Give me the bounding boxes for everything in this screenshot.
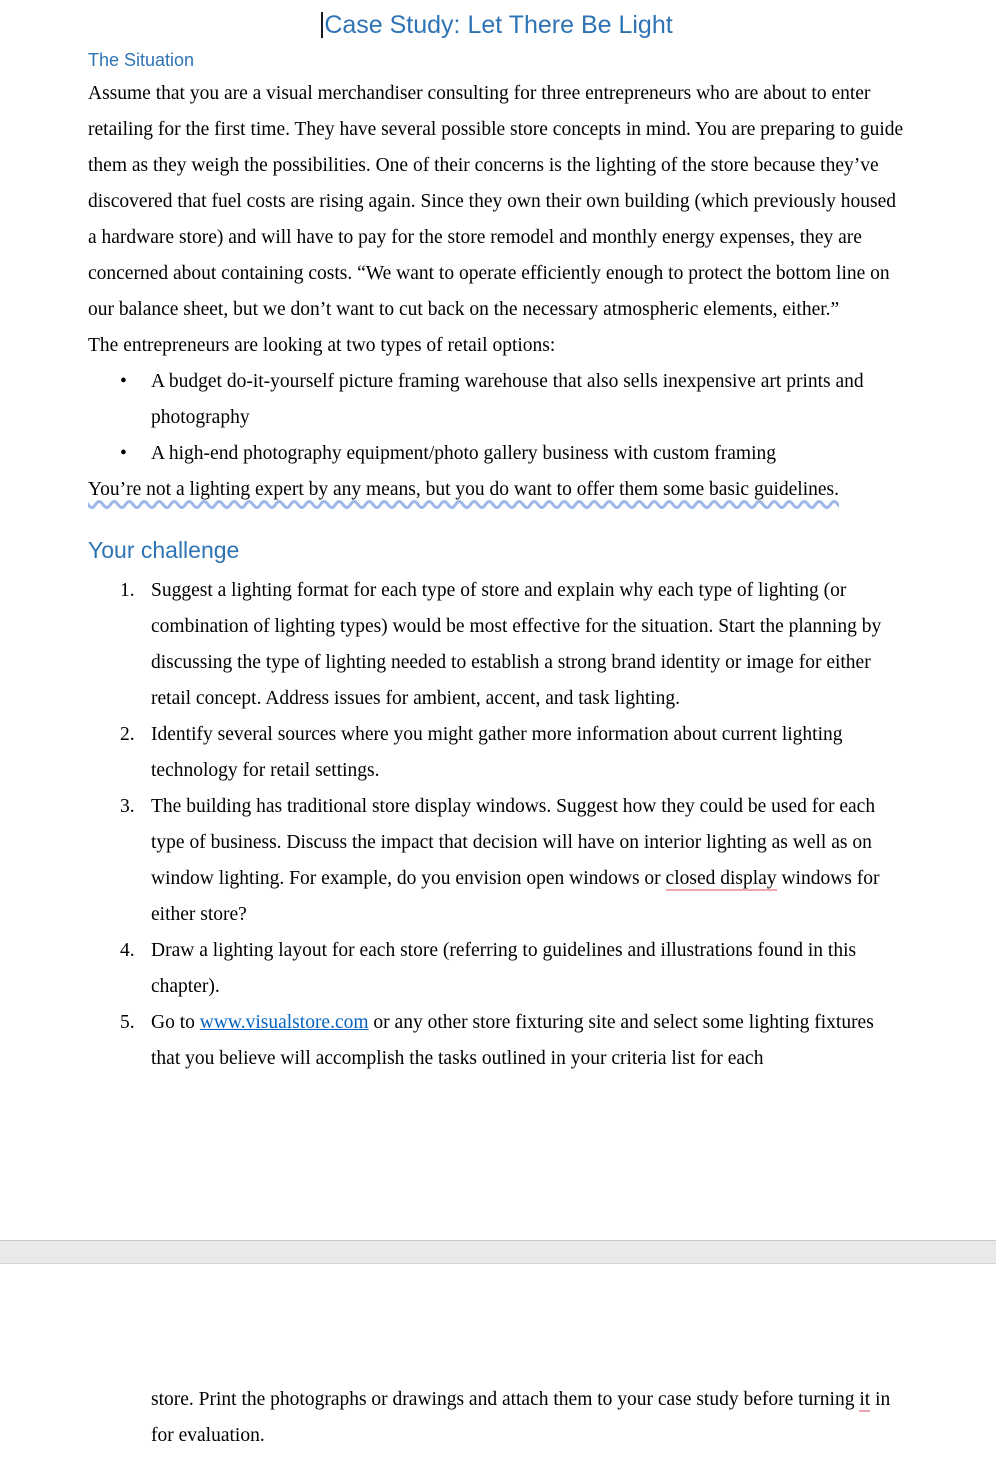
list-number: 3. bbox=[120, 796, 135, 817]
bullet-item-1 bbox=[88, 364, 906, 436]
document-title-text: Case Study: Let There Be Light bbox=[324, 11, 673, 39]
challenge-item-5-continuation bbox=[151, 1382, 906, 1454]
text-cursor bbox=[321, 12, 323, 38]
challenge-item-3-pre: The building has traditional store display windows. Suggest how they could be used for each type of business. Discuss the impact that decision will have on interior lighting as well as on window lighting. For example, do you envision open windows or bbox=[151, 796, 876, 889]
challenge-item-2 bbox=[88, 717, 906, 789]
bullet-marker: • bbox=[120, 443, 127, 464]
challenge-item-1 bbox=[88, 573, 906, 717]
challenge-item-3-post: windows for either store? bbox=[151, 868, 880, 925]
bullet-item-2-text: A high-end photography equipment/photo gallery business with custom framing bbox=[151, 443, 776, 464]
document-title bbox=[88, 8, 906, 42]
page-break bbox=[0, 1240, 996, 1264]
page-2[interactable] bbox=[0, 1264, 996, 1466]
wavy-underlined-sentence: You’re not a lighting expert by any means, but you do want to offer them some basic guidelines. bbox=[88, 479, 839, 500]
challenge-item-1-text: Suggest a lighting format for each type of store and explain why each type of lighting (or combination of lighting types) would be most effective for the situation. Start the planning by discussing the type of lighting needed to establish a strong brand identity or image for either retail concept. Address issues for ambient, accent, and task lighting. bbox=[151, 580, 882, 709]
list-number: 1. bbox=[120, 580, 135, 601]
list-number: 5. bbox=[120, 1012, 135, 1033]
challenge-item-5-text bbox=[151, 1005, 906, 1077]
situation-paragraph-1: Assume that you are a visual merchandiser consulting for three entrepreneurs who are about to enter retailing for the first time. They have several possible store concepts in mind. You are preparing to guide them as they weigh the possibilities. One of their concerns is the lighting of the store because they’ve discovered that fuel costs are rising again. Since they own their own building (which previously housed a hardware store) and will have to pay for the store remodel and monthly energy expenses, they are concerned about containing costs. “We want to operate efficiently enough to protect the bottom line on our balance sheet, but we don’t want to cut back on the necessary atmospheric elements, either.” bbox=[88, 83, 904, 320]
challenge-item-4-text: Draw a lighting layout for each store (referring to guidelines and illustrations found in this chapter). bbox=[151, 940, 857, 997]
situation-closing-line bbox=[88, 472, 906, 508]
situation-paragraph-2: The entrepreneurs are looking at two types of retail options: bbox=[88, 335, 556, 356]
bullet-item-2 bbox=[88, 436, 906, 472]
section-heading-situation: The Situation bbox=[88, 50, 195, 70]
section-heading-challenge: Your challenge bbox=[88, 537, 240, 563]
challenge-item-4 bbox=[88, 933, 906, 1005]
challenge-item-5-pre: Go to bbox=[151, 1012, 200, 1033]
challenge-item-3 bbox=[88, 789, 906, 933]
list-number: 4. bbox=[120, 940, 135, 961]
visualstore-link[interactable]: www.visualstore.com bbox=[199, 1012, 369, 1033]
challenge-item-3-text bbox=[151, 789, 906, 933]
list-number: 2. bbox=[120, 724, 135, 745]
grammar-flagged-text: it bbox=[859, 1389, 871, 1410]
grammar-flagged-text: closed display bbox=[665, 868, 777, 889]
continuation-post: in for evaluation. bbox=[151, 1389, 891, 1446]
bullet-item-1-text: A budget do-it-yourself picture framing warehouse that also sells inexpensive art prints and photography bbox=[151, 371, 864, 428]
continuation-pre: store. Print the photographs or drawings and attach them to your case study before turning bbox=[151, 1389, 860, 1410]
challenge-item-5-post: or any other store fixturing site and select some lighting fixtures that you believe will accomplish the tasks outlined in your criteria list for each bbox=[151, 1012, 874, 1069]
bullet-marker: • bbox=[120, 371, 127, 392]
challenge-item-5 bbox=[88, 1005, 906, 1077]
challenge-item-2-text: Identify several sources where you might gather more information about current lighting technology for retail settings. bbox=[151, 724, 843, 781]
